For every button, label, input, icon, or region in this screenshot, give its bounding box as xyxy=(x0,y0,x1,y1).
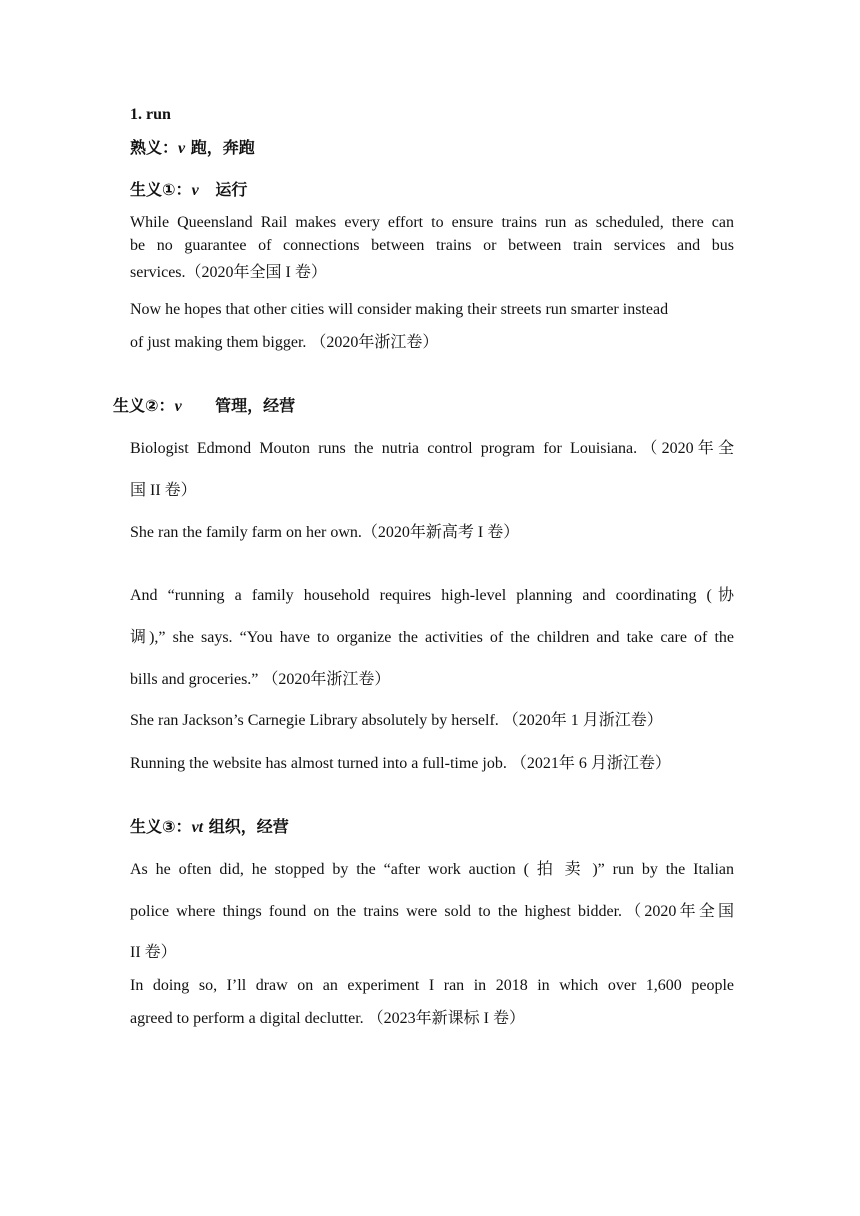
example-line: bills and groceries.” （2020年浙江卷） xyxy=(130,671,391,688)
example-line: II 卷） xyxy=(130,944,177,961)
example-line: 国 II 卷） xyxy=(130,482,197,499)
section-label: 生义③： xyxy=(130,817,192,836)
example-line: services.（2020年全国 I 卷） xyxy=(130,264,327,281)
example-line: And “running a family household requires high-level planning and coordinating (协 xyxy=(130,587,734,604)
section-3-heading xyxy=(130,819,734,836)
example-line: police where things found on the trains were sold to the highest bidder.（2020年全国 xyxy=(130,903,734,920)
example-line: 调),” she says. “You have to organize the activities of the children and take care of the xyxy=(130,629,734,646)
familiar-pos: v xyxy=(178,140,186,157)
example-line: Running the website has almost turned into a full-time job. （2021年 6 月浙江卷） xyxy=(130,755,671,772)
section-pos: vt xyxy=(191,819,204,836)
example-line: As he often did, he stopped by the “after work auction ( 拍 卖 )” run by the Italian xyxy=(130,861,734,878)
section-label: 生义①： xyxy=(130,180,192,199)
entry-title: 1. run xyxy=(130,106,171,123)
familiar-meaning-heading xyxy=(130,140,734,157)
example-line: Now he hopes that other cities will consider making their streets run smarter instead xyxy=(130,301,669,318)
section-pos: v xyxy=(191,182,199,199)
example-line: Biologist Edmond Mouton runs the nutria control program for Louisiana.（2020年全 xyxy=(130,440,734,457)
example-line: be no guarantee of connections between trains or between train services and bus xyxy=(130,237,734,254)
familiar-meaning: 跑，奔跑 xyxy=(190,138,255,157)
example-line: of just making them bigger. （2020年浙江卷） xyxy=(130,334,439,351)
example-line: She ran Jackson’s Carnegie Library absolutely by herself. （2020年 1 月浙江卷） xyxy=(130,712,663,729)
familiar-label: 熟义： xyxy=(130,138,179,157)
section-2-heading xyxy=(113,398,717,415)
example-line: In doing so, I’ll draw on an experiment I ran in 2018 in which over 1,600 people xyxy=(130,977,734,994)
example-line: While Queensland Rail makes every effort to ensure trains run as scheduled, there can xyxy=(130,214,734,231)
section-meaning: 管理，经营 xyxy=(215,396,296,415)
section-meaning: 组织，经营 xyxy=(208,817,289,836)
example-line: agreed to perform a digital declutter. （2023年新课标 I 卷） xyxy=(130,1010,526,1027)
section-meaning: 运行 xyxy=(215,180,248,199)
section-label: 生义②： xyxy=(113,396,175,415)
example-line: She ran the family farm on her own.（2020年新高考 I 卷） xyxy=(130,524,520,541)
section-pos: v xyxy=(174,398,182,415)
section-1-heading xyxy=(130,182,734,199)
